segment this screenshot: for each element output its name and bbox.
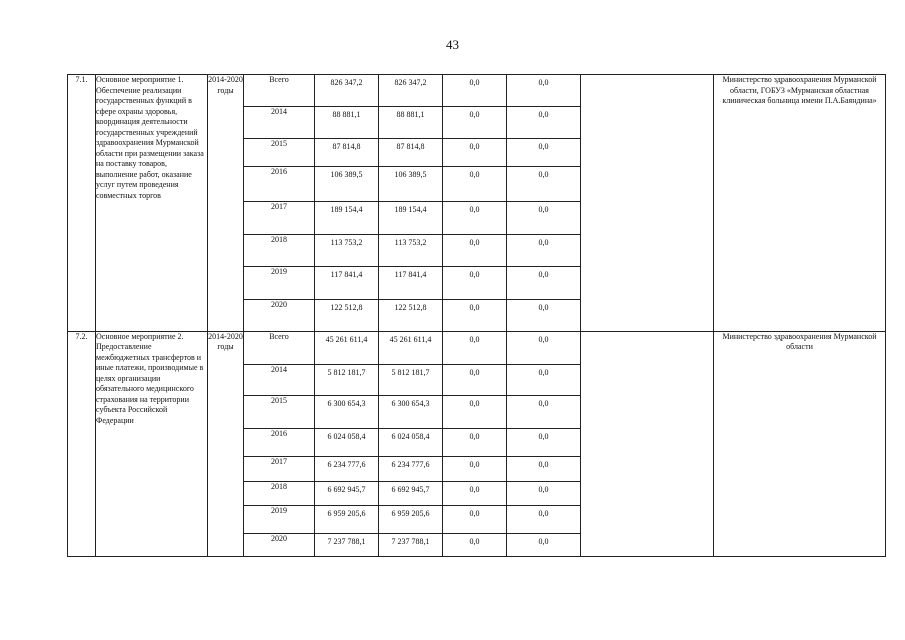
value-cell-4: 0,0 (507, 428, 581, 456)
year-cell: 2017 (244, 456, 315, 482)
value-cell-2: 122 512,8 (379, 300, 443, 332)
value-cell-1: 106 389,5 (315, 167, 379, 202)
value-cell-1: 6 300 654,3 (315, 396, 379, 429)
value-cell-1: 117 841,4 (315, 267, 379, 300)
section-number: 7.1. (68, 75, 96, 332)
value-cell-2: 189 154,4 (379, 201, 443, 234)
value-cell-4: 0,0 (507, 106, 581, 139)
year-cell: 2014 (244, 106, 315, 139)
value-cell-4: 0,0 (507, 300, 581, 332)
table-body (68, 75, 886, 557)
year-cell: 2018 (244, 234, 315, 267)
year-cell: 2019 (244, 267, 315, 300)
value-cell-2: 113 753,2 (379, 234, 443, 267)
value-cell-3: 0,0 (443, 75, 507, 107)
executor-cell: Министерство здравоохранения Мурманской области, ГОБУЗ «Мурманская областная клиническая больница имени П.А.Баяндина» (714, 75, 886, 332)
value-cell-2: 6 300 654,3 (379, 396, 443, 429)
period-word: годы (217, 342, 234, 352)
empty-column-cell (581, 331, 714, 556)
period-cell (208, 331, 244, 556)
value-cell-2: 117 841,4 (379, 267, 443, 300)
value-cell-2: 826 347,2 (379, 75, 443, 107)
value-cell-4: 0,0 (507, 534, 581, 557)
value-cell-1: 6 024 058,4 (315, 428, 379, 456)
value-cell-1: 5 812 181,7 (315, 364, 379, 396)
period-word: годы (217, 85, 234, 95)
value-cell-4: 0,0 (507, 267, 581, 300)
value-cell-3: 0,0 (443, 482, 507, 506)
activity-name: Основное мероприятие 1. Обеспечение реализации государственных функций в сфере охраны здоровья, координация деятельности государственных учреждений здравоохранения Мурманской области при размещении заказа на поставку товаров, выполнение работ, оказание услуг путем проведения совместных торгов (96, 75, 208, 332)
value-cell-1: 826 347,2 (315, 75, 379, 107)
value-cell-3: 0,0 (443, 331, 507, 364)
value-cell-4: 0,0 (507, 234, 581, 267)
value-cell-3: 0,0 (443, 106, 507, 139)
year-cell: Всего (244, 75, 315, 107)
value-cell-3: 0,0 (443, 267, 507, 300)
value-cell-3: 0,0 (443, 201, 507, 234)
value-cell-1: 7 237 788,1 (315, 534, 379, 557)
year-cell: 2016 (244, 428, 315, 456)
section-number: 7.2. (68, 331, 96, 556)
value-cell-4: 0,0 (507, 364, 581, 396)
value-cell-3: 0,0 (443, 167, 507, 202)
period-years: 2014-2020 (208, 331, 243, 341)
period-cell (208, 75, 244, 332)
year-cell: 2017 (244, 201, 315, 234)
value-cell-4: 0,0 (507, 331, 581, 364)
value-cell-3: 0,0 (443, 139, 507, 167)
value-cell-3: 0,0 (443, 505, 507, 534)
value-cell-1: 6 959 205,6 (315, 505, 379, 534)
value-cell-2: 87 814,8 (379, 139, 443, 167)
value-cell-2: 45 261 611,4 (379, 331, 443, 364)
value-cell-1: 122 512,8 (315, 300, 379, 332)
year-cell: 2020 (244, 534, 315, 557)
year-cell: 2014 (244, 364, 315, 396)
value-cell-3: 0,0 (443, 364, 507, 396)
value-cell-1: 88 881,1 (315, 106, 379, 139)
year-cell: 2020 (244, 300, 315, 332)
year-cell: 2016 (244, 167, 315, 202)
year-cell: Всего (244, 331, 315, 364)
value-cell-3: 0,0 (443, 396, 507, 429)
year-cell: 2018 (244, 482, 315, 506)
table-row (68, 331, 886, 364)
year-cell: 2015 (244, 396, 315, 429)
value-cell-1: 87 814,8 (315, 139, 379, 167)
year-cell: 2015 (244, 139, 315, 167)
value-cell-4: 0,0 (507, 396, 581, 429)
value-cell-1: 189 154,4 (315, 201, 379, 234)
program-table (67, 74, 886, 557)
activity-name: Основное мероприятие 2. Предоставление межбюджетных трансфертов и иные платежи, производимые в целях организации обязательного медицинского страхования на территории субъекта Российской Федерации (96, 331, 208, 556)
value-cell-4: 0,0 (507, 75, 581, 107)
period-years: 2014-2020 (208, 75, 243, 84)
value-cell-3: 0,0 (443, 234, 507, 267)
value-cell-4: 0,0 (507, 482, 581, 506)
value-cell-3: 0,0 (443, 428, 507, 456)
value-cell-2: 6 959 205,6 (379, 505, 443, 534)
value-cell-1: 45 261 611,4 (315, 331, 379, 364)
value-cell-3: 0,0 (443, 300, 507, 332)
value-cell-2: 6 024 058,4 (379, 428, 443, 456)
value-cell-2: 106 389,5 (379, 167, 443, 202)
value-cell-2: 6 234 777,6 (379, 456, 443, 482)
executor-cell: Министерство здравоохранения Мурманской области (714, 331, 886, 556)
value-cell-4: 0,0 (507, 167, 581, 202)
value-cell-1: 6 692 945,7 (315, 482, 379, 506)
value-cell-1: 113 753,2 (315, 234, 379, 267)
value-cell-2: 88 881,1 (379, 106, 443, 139)
value-cell-4: 0,0 (507, 456, 581, 482)
value-cell-1: 6 234 777,6 (315, 456, 379, 482)
page-number: 43 (446, 37, 459, 52)
table-row (68, 75, 886, 107)
year-cell: 2019 (244, 505, 315, 534)
value-cell-2: 5 812 181,7 (379, 364, 443, 396)
value-cell-3: 0,0 (443, 534, 507, 557)
value-cell-2: 6 692 945,7 (379, 482, 443, 506)
value-cell-4: 0,0 (507, 139, 581, 167)
value-cell-3: 0,0 (443, 456, 507, 482)
value-cell-4: 0,0 (507, 201, 581, 234)
empty-column-cell (581, 75, 714, 332)
value-cell-4: 0,0 (507, 505, 581, 534)
value-cell-2: 7 237 788,1 (379, 534, 443, 557)
